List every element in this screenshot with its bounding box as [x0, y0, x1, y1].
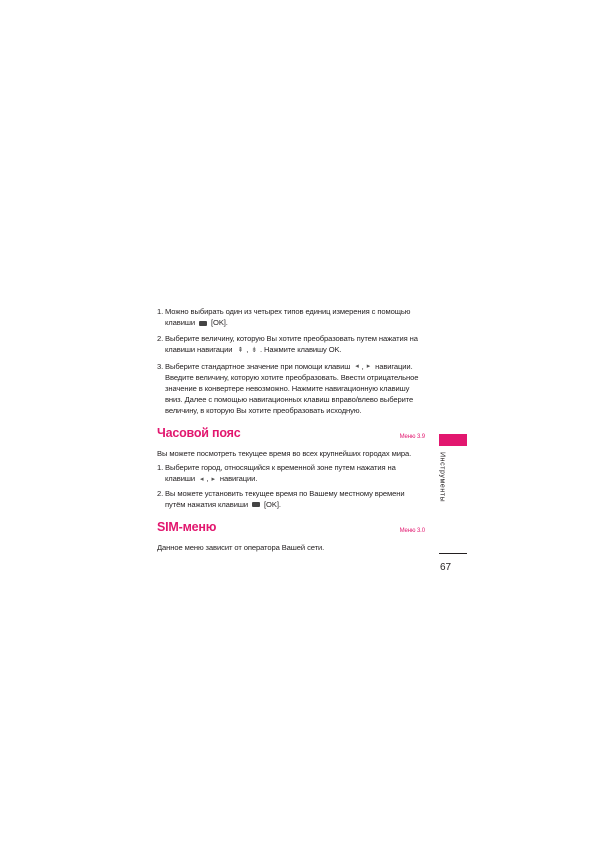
separator: , — [246, 345, 249, 354]
list-item — [157, 462, 425, 485]
nav-left-icon: ◂ — [355, 363, 359, 370]
step-text: навигации. — [219, 474, 258, 483]
list-item — [157, 306, 425, 328]
menu-code: Меню 3.0 — [399, 527, 425, 534]
page-number: 67 — [440, 562, 452, 573]
menu-key-icon — [252, 502, 260, 507]
timezone-steps — [157, 462, 425, 510]
menu-code: Меню 3.9 — [399, 434, 425, 440]
step-text: Выберите город, относящийся к временной зоне путем нажатия на клавиши — [165, 463, 396, 483]
chapter-tab-label: Инструменты — [438, 452, 446, 503]
section-title: Часовой пояс — [157, 426, 241, 440]
nav-right-icon: ▸ — [366, 363, 371, 370]
step-number: 1. — [157, 463, 164, 472]
sim-menu-text: Данное меню зависит от оператора Вашей сети. — [157, 542, 325, 552]
step-text: навигации. Введите величину, которую хотите преобразовать. Ввести отрицательное значение в конвертере невозможно. Нажмите навигационную клавишу вниз. Далее с помощью навигационных клавиш вправо/влево выберите величину, в которую Вы хотите преобразовать исходную. — [165, 361, 419, 415]
menu-key-icon — [199, 321, 207, 326]
step-text: Можно выбирать один из четырех типов единиц измерения с помощью клавиши — [165, 307, 411, 327]
page-number-rule — [439, 553, 467, 554]
nav-left-icon: ◂ — [200, 475, 204, 483]
step-text: Выберите стандартное значение при помощи клавиш — [165, 361, 351, 371]
conversion-steps — [157, 306, 425, 416]
step-text: [OK]. — [264, 499, 281, 509]
step-number: 1. — [157, 307, 164, 316]
section-title: SIM-меню — [157, 519, 217, 534]
step-number: 3. — [157, 361, 164, 371]
step-text: . Нажмите клавишу OK. — [260, 345, 342, 354]
sim-menu-header — [157, 519, 425, 542]
nav-down-icon: ⇟ — [251, 346, 257, 354]
step-text: Выберите величину, которую Вы хотите преобразовать путем нажатия на клавиши навигации — [165, 334, 418, 354]
separator: , — [361, 361, 364, 371]
chapter-tab-marker — [439, 434, 467, 446]
step-text: [OK]. — [211, 318, 228, 327]
step-text: Вы можете установить текущее время по Вашему местному времени путём нажатия клавиши — [165, 488, 405, 509]
timezone-intro: Вы можете посмотреть текущее время во всех крупнейших городах мира. — [157, 449, 412, 458]
list-item — [157, 488, 425, 510]
nav-up-icon: ⇞ — [237, 346, 244, 354]
separator: , — [206, 474, 209, 483]
step-number: 2. — [157, 334, 164, 343]
list-item — [157, 361, 425, 417]
list-item — [157, 333, 425, 356]
timezone-header — [157, 428, 425, 448]
step-number: 2. — [157, 488, 164, 498]
page-content — [157, 306, 425, 556]
nav-right-icon: ▸ — [211, 475, 215, 483]
